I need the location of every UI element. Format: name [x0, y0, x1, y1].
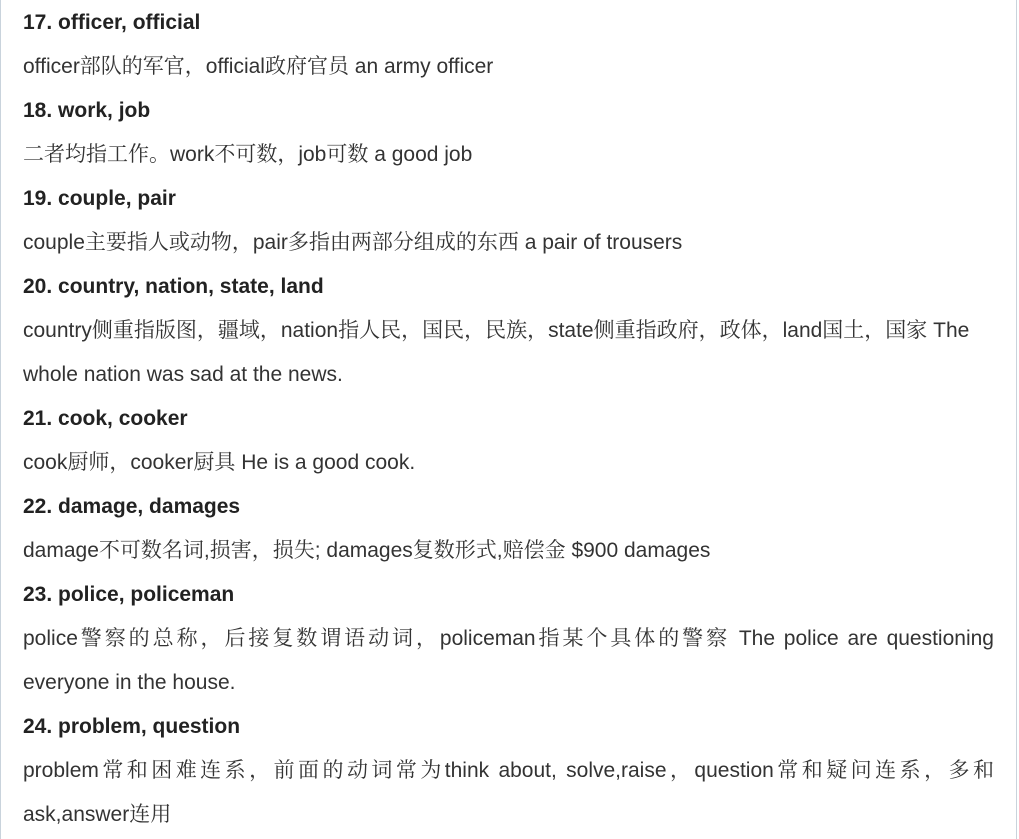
- entry-21: [23, 397, 994, 485]
- entry-description: 二者均指工作。work不可数，job可数 a good job: [23, 143, 473, 166]
- entry-description: officer部队的军官，official政府官员 an army officer: [23, 55, 494, 78]
- entry-description: couple主要指人或动物，pair多指由两部分组成的东西 a pair of trousers: [23, 231, 683, 254]
- entry-description: country侧重指版图，疆域，nation指人民，国民，民族，state侧重指政府，政体，land国土，国家 The whole nation was sad at the news.: [23, 319, 970, 386]
- word-comparison-list: [23, 0, 994, 837]
- entry-heading: 21. cook, cooker: [23, 407, 188, 430]
- entry-heading: 19. couple, pair: [23, 187, 176, 210]
- entry-heading: 17. officer, official: [23, 11, 201, 34]
- entry-23: [23, 573, 994, 705]
- entry-heading: 22. damage, damages: [23, 495, 241, 518]
- entry-heading: 20. country, nation, state, land: [23, 275, 324, 298]
- entry-24: [23, 705, 994, 837]
- entry-description: cook厨师，cooker厨具 He is a good cook.: [23, 451, 416, 474]
- entry-heading: 18. work, job: [23, 99, 151, 122]
- entry-heading: 24. problem, question: [23, 715, 241, 738]
- entry-19: [23, 177, 994, 265]
- entry-description: police警察的总称，后接复数谓语动词，policeman指某个具体的警察 The police are questioning everyone in the house.: [23, 627, 994, 694]
- entry-20: [23, 265, 994, 397]
- entry-22: [23, 485, 994, 573]
- entry-17: [23, 1, 994, 89]
- entry-heading: 23. police, policeman: [23, 583, 235, 606]
- entry-description: problem常和困难连系，前面的动词常为think about, solve,raise，question常和疑问连系，多和ask,answer连用: [23, 759, 994, 826]
- entry-description: damage不可数名词,损害，损失; damages复数形式,赔偿金 $900 damages: [23, 539, 711, 562]
- entry-18: [23, 89, 994, 177]
